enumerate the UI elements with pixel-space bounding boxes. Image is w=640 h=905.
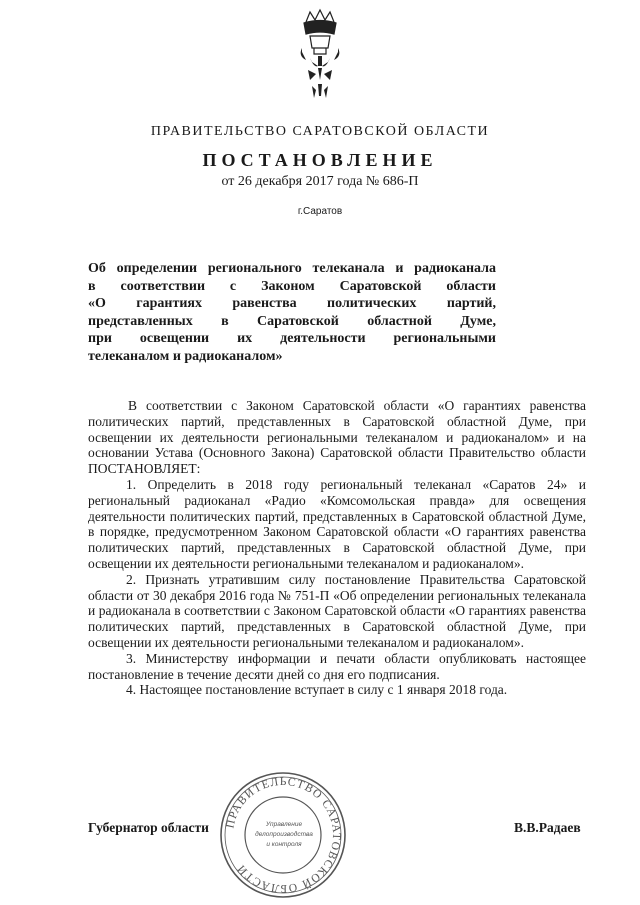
- government-name: ПРАВИТЕЛЬСТВО САРАТОВСКОЙ ОБЛАСТИ: [150, 124, 490, 139]
- stamp-center-line: делопроизводства: [255, 831, 313, 838]
- coat-of-arms-emblem: [288, 8, 352, 108]
- subject-line: «О гарантиях равенства политических партий,: [88, 296, 496, 312]
- signatory-title: Губернатор области: [88, 820, 209, 835]
- subject-line: при освещении их деятельности региональными: [88, 331, 496, 347]
- subject-line: телеканалом и радиоканалом»: [88, 348, 283, 364]
- document-subject: [88, 260, 496, 366]
- preamble-paragraph: В соответствии с Законом Саратовской области «О гарантиях равенства политических партий, представленных в Саратовской областной Думе, при освещении их деятельности региональными телеканалом и радиоканалом» и на основании Устава (Основного Закона) Саратовской области Правительство области ПОСТАНОВЛЯЕТ:: [88, 398, 586, 477]
- clause-2-paragraph: 2. Признать утратившим силу постановление Правительства Саратовской области от 30 декабря 2016 года № 751-П «Об определении региональных телеканала и радиоканала в соответствии с Законом Саратовской области «О гарантиях равенства политических партий, представленных в Саратовской областной Думе, при освещении их деятельности региональными телеканалом и радиоканалом».: [88, 571, 586, 650]
- stamp-ring-text: ПРАВИТЕЛЬСТВО САРАТОВСКОЙ ОБЛАСТИ: [224, 775, 343, 895]
- clause-1-paragraph: 1. Определить в 2018 году региональный телеканал «Саратов 24» и региональный радиоканал «Радио «Комсомольская правда» для освещения деятельности политических партий, представленных в Саратовской областной Думе, в порядке, предусмотренном Законом Саратовской области «О гарантиях равенства политических партий, представленных в Саратовской областной Думе, при освещении их деятельности региональными телеканалом и радиоканалом».: [88, 476, 586, 571]
- document-city: г.Саратов: [297, 206, 343, 217]
- document-date-number: от 26 декабря 2017 года № 686-П: [221, 174, 419, 189]
- official-seal-stamp: [218, 770, 348, 900]
- clause-4-paragraph: 4. Настоящее постановление вступает в силу с 1 января 2018 года.: [126, 682, 508, 698]
- signatory-name: В.В.Радаев: [514, 820, 581, 835]
- subject-line: в соответствии с Законом Саратовской области: [88, 278, 496, 294]
- stamp-center-line: Управление: [265, 821, 303, 828]
- document-body: [88, 398, 586, 698]
- stamp-center-line: и контроля: [266, 841, 302, 848]
- clause-3-paragraph: 3. Министерству информации и печати области опубликовать настоящее постановление в течение десяти дней со дня его подписания.: [88, 650, 586, 682]
- subject-line: представленных в Саратовской областной Думе,: [88, 313, 496, 329]
- document-type-title: ПОСТАНОВЛЕНИЕ: [202, 150, 438, 170]
- subject-line: Об определении регионального телеканала и радиоканала: [88, 261, 496, 276]
